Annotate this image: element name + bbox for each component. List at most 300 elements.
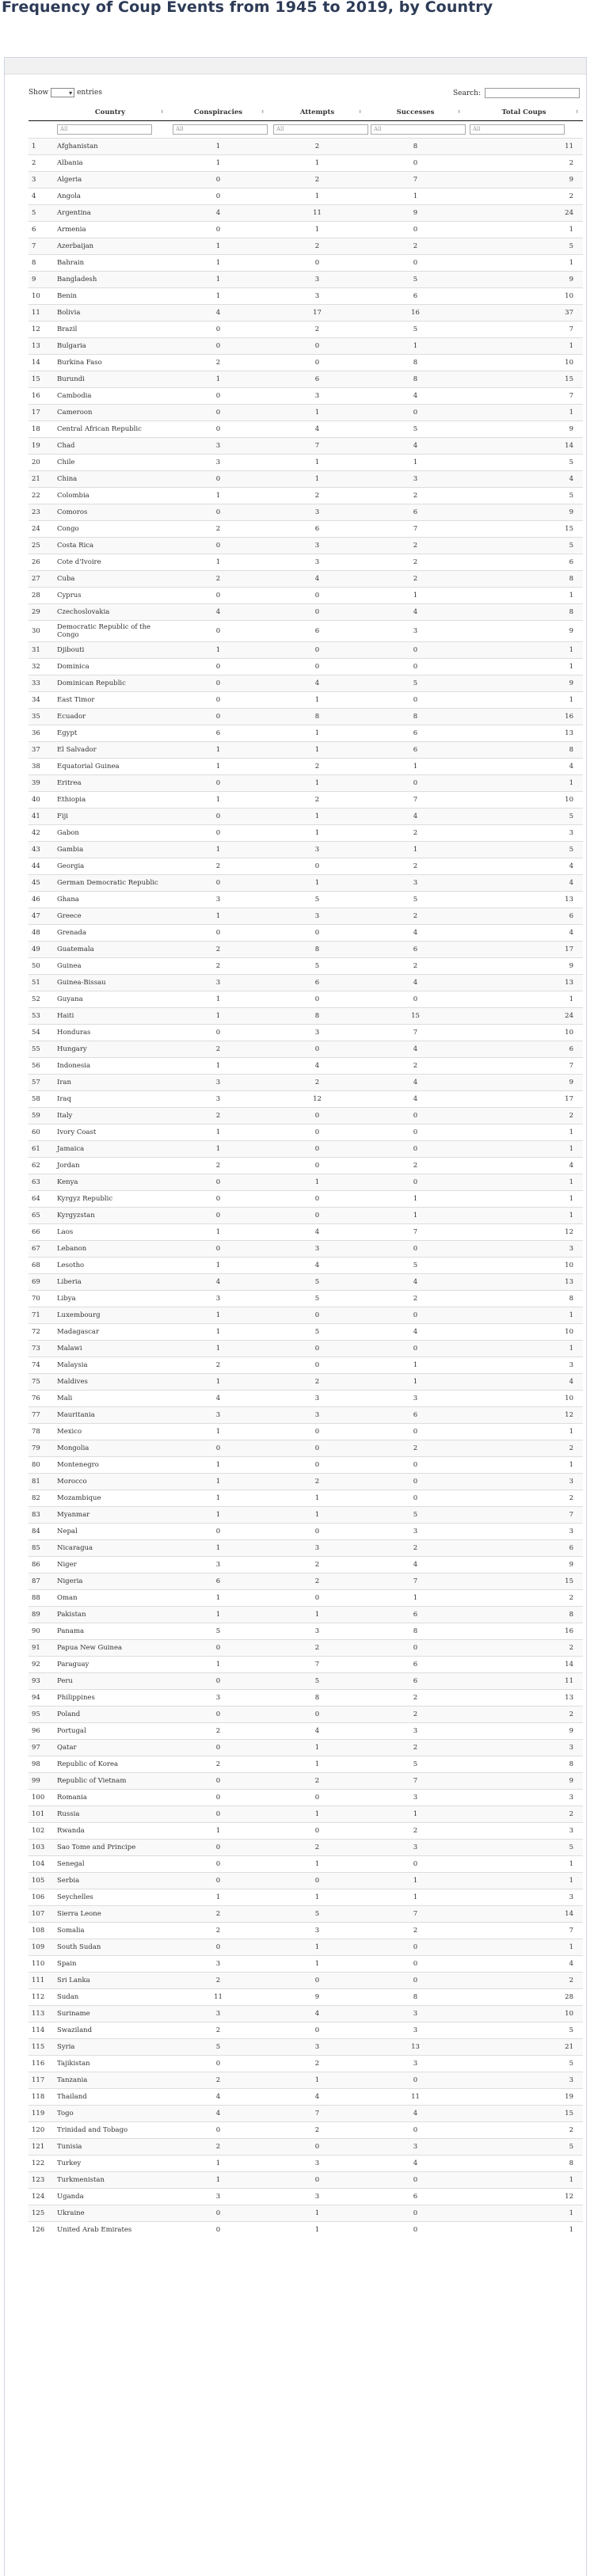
successes-cell: 0 [366,642,465,659]
successes-cell: 4 [366,809,465,825]
row-index: 24 [29,521,52,538]
total-coups-cell: 9 [465,504,583,521]
row-index: 101 [29,1806,52,1823]
attempts-cell: 9 [268,1989,366,2006]
country-cell: Ethiopia [52,792,168,809]
successes-filter-input[interactable]: All [371,124,466,135]
attempts-cell: 2 [268,1474,366,1490]
attempts-cell: 3 [268,1025,366,1041]
successes-cell: 0 [366,2222,465,2239]
column-header-successes[interactable]: Successes ⬍ [366,105,465,121]
total-coups-cell: 9 [465,421,583,438]
attempts-cell: 1 [268,2205,366,2222]
successes-cell: 0 [366,1457,465,1474]
table-row [29,892,583,908]
conspiracies-filter-input[interactable]: All [173,124,268,135]
row-index: 5 [29,205,52,222]
country-cell: Trinidad and Tobago [52,2122,168,2139]
row-index: 98 [29,1756,52,1773]
row-index: 77 [29,1407,52,1424]
country-cell: Colombia [52,488,168,504]
table-row [29,1357,583,1374]
attempts-cell: 6 [268,975,366,991]
country-cell: Russia [52,1806,168,1823]
conspiracies-cell: 0 [168,675,268,692]
total-coups-cell: 3 [465,1823,583,1840]
total-coups-cell: 3 [465,1524,583,1540]
row-index: 21 [29,471,52,488]
column-header-conspiracies[interactable]: Conspiracies ⬍ [168,105,268,121]
country-cell: Peru [52,1673,168,1690]
conspiracies-cell: 2 [168,521,268,538]
conspiracies-cell: 0 [168,338,268,355]
attempts-cell: 1 [268,1490,366,1507]
successes-cell: 6 [366,1607,465,1623]
conspiracies-cell: 1 [168,1507,268,1524]
total-coups-cell: 7 [465,1058,583,1075]
country-cell: China [52,471,168,488]
total-coups-cell: 3 [465,1790,583,1806]
successes-cell: 0 [366,1341,465,1357]
filter-row [29,121,583,139]
table-row [29,2072,583,2089]
attempts-cell: 11 [268,205,366,222]
conspiracies-cell: 0 [168,692,268,709]
conspiracies-cell: 2 [168,858,268,875]
table-row [29,1324,583,1341]
country-cell: Honduras [52,1025,168,1041]
table-row [29,1457,583,1474]
total-coups-cell: 2 [465,1590,583,1607]
table-row [29,272,583,288]
country-cell: Tunisia [52,2139,168,2156]
attempts-cell: 1 [268,825,366,842]
total-coups-cell: 2 [465,1973,583,1989]
attempts-cell: 3 [268,1540,366,1557]
conspiracies-cell: 0 [168,2222,268,2239]
successes-cell: 0 [366,405,465,421]
row-index: 4 [29,188,52,205]
table-row [29,1391,583,1407]
row-index: 57 [29,1075,52,1091]
column-header-total-coups[interactable]: Total Coups ⬍ [465,105,583,121]
conspiracies-cell: 1 [168,488,268,504]
total-coups-cell: 2 [465,188,583,205]
country-cell: Myanmar [52,1507,168,1524]
conspiracies-cell: 3 [168,2006,268,2022]
attempts-cell: 8 [268,1008,366,1025]
row-index: 65 [29,1208,52,1224]
attempts-cell: 4 [268,2089,366,2106]
conspiracies-cell: 2 [168,1357,268,1374]
country-cell: Grenada [52,925,168,942]
successes-cell: 0 [366,1474,465,1490]
row-index: 37 [29,742,52,759]
table-row [29,571,583,588]
total-coups-cell: 16 [465,709,583,725]
conspiracies-cell: 2 [168,942,268,958]
attempts-cell: 3 [268,908,366,925]
total-coups-cell: 8 [465,604,583,621]
row-index: 104 [29,1856,52,1873]
successes-cell: 2 [366,1291,465,1307]
total-coups-cell: 13 [465,975,583,991]
total-coups-cell: 7 [465,1507,583,1524]
row-index: 89 [29,1607,52,1623]
row-index: 63 [29,1174,52,1191]
total-coups-cell: 4 [465,858,583,875]
row-index: 93 [29,1673,52,1690]
row-index: 72 [29,1324,52,1341]
total-coups-cell: 1 [465,659,583,675]
row-index: 53 [29,1008,52,1025]
country-cell: Cameroon [52,405,168,421]
attempts-cell: 2 [268,2056,366,2072]
attempts-cell: 7 [268,438,366,455]
conspiracies-cell: 0 [168,1191,268,1208]
country-filter-input[interactable]: All [57,124,152,135]
conspiracies-cell: 1 [168,1224,268,1241]
attempts-cell: 2 [268,322,366,338]
conspiracies-cell: 0 [168,1856,268,1873]
country-cell: Turkey [52,2156,168,2172]
conspiracies-cell: 0 [168,709,268,725]
row-index: 6 [29,222,52,238]
attempts-cell: 1 [268,188,366,205]
total-coups-cell: 4 [465,759,583,775]
conspiracies-cell: 4 [168,205,268,222]
country-cell: Bangladesh [52,272,168,288]
total-coups-cell: 19 [465,2089,583,2106]
table-row [29,1208,583,1224]
search-input[interactable] [485,88,580,98]
total-coups-cell: 4 [465,471,583,488]
conspiracies-cell: 2 [168,1906,268,1923]
attempts-cell: 1 [268,875,366,892]
successes-cell: 5 [366,1507,465,1524]
total-coups-cell: 10 [465,1258,583,1274]
row-index: 46 [29,892,52,908]
successes-cell: 8 [366,139,465,155]
total-coups-cell: 21 [465,2039,583,2056]
country-cell: Rwanda [52,1823,168,1840]
row-index: 75 [29,1374,52,1391]
table-row [29,205,583,222]
country-cell: Pakistan [52,1607,168,1623]
country-cell: Senegal [52,1856,168,1873]
attempts-cell: 2 [268,1840,366,1856]
attempts-cell: 3 [268,388,366,405]
row-index: 15 [29,371,52,388]
conspiracies-cell: 1 [168,2172,268,2189]
page-length-control [29,88,102,97]
total-coups-cell: 16 [465,1623,583,1640]
country-cell: Georgia [52,858,168,875]
attempts-cell: 0 [268,2139,366,2156]
table-row [29,1307,583,1324]
attempts-filter-input[interactable]: All [273,124,368,135]
column-header-country[interactable]: Country ⬍ [52,105,168,121]
attempts-cell: 1 [268,1507,366,1524]
attempts-cell: 1 [268,405,366,421]
total-coups-cell: 2 [465,155,583,172]
attempts-cell: 3 [268,2156,366,2172]
successes-cell: 2 [366,1823,465,1840]
total-coups-cell: 2 [465,1440,583,1457]
country-cell: Equatorial Guinea [52,759,168,775]
total-coups-cell: 9 [465,1075,583,1091]
attempts-cell: 2 [268,1773,366,1790]
successes-cell: 16 [366,305,465,322]
country-cell: Dominica [52,659,168,675]
row-index: 90 [29,1623,52,1640]
country-cell: Bahrain [52,255,168,272]
conspiracies-cell: 0 [168,1939,268,1956]
successes-cell: 7 [366,1573,465,1590]
table-row [29,1091,583,1108]
conspiracies-cell: 1 [168,792,268,809]
table-row [29,2139,583,2156]
attempts-cell: 1 [268,1856,366,1873]
total-coups-cell: 6 [465,554,583,571]
total-coups-cell: 17 [465,1091,583,1108]
successes-cell: 2 [366,1058,465,1075]
country-cell: Thailand [52,2089,168,2106]
sort-icon: ⬍ [260,109,265,115]
country-cell: Tajikistan [52,2056,168,2072]
country-cell: Cote d'Ivoire [52,554,168,571]
conspiracies-cell: 1 [168,1124,268,1141]
conspiracies-cell: 2 [168,958,268,975]
successes-cell: 1 [366,1191,465,1208]
total-coups-cell: 3 [465,1241,583,1258]
conspiracies-cell: 0 [168,1174,268,1191]
row-index: 22 [29,488,52,504]
row-index: 60 [29,1124,52,1141]
attempts-cell: 1 [268,692,366,709]
row-index: 110 [29,1956,52,1973]
conspiracies-cell: 11 [168,1989,268,2006]
table-row [29,1124,583,1141]
table-row [29,1291,583,1307]
conspiracies-cell: 2 [168,1923,268,1939]
conspiracies-cell: 6 [168,1573,268,1590]
successes-cell: 0 [366,155,465,172]
successes-cell: 6 [366,504,465,521]
country-cell: Iraq [52,1091,168,1108]
total-coups-cell: 12 [465,2189,583,2205]
conspiracies-cell: 0 [168,2056,268,2072]
country-cell: Montenegro [52,1457,168,1474]
row-index: 105 [29,1873,52,1889]
country-cell: Syria [52,2039,168,2056]
country-cell: Brazil [52,322,168,338]
row-index: 103 [29,1840,52,1856]
country-cell: Chile [52,455,168,471]
attempts-cell: 3 [268,288,366,305]
attempts-cell: 0 [268,1440,366,1457]
successes-cell: 2 [366,908,465,925]
country-cell: Dominican Republic [52,675,168,692]
successes-cell: 1 [366,455,465,471]
attempts-cell: 0 [268,1158,366,1174]
widget-header-bar [5,58,586,74]
row-index: 108 [29,1923,52,1939]
attempts-cell: 2 [268,488,366,504]
table-row [29,1723,583,1740]
table-row [29,1241,583,1258]
row-index: 87 [29,1573,52,1590]
conspiracies-cell: 1 [168,288,268,305]
total-coups-cell: 1 [465,1424,583,1440]
row-index: 10 [29,288,52,305]
conspiracies-cell: 0 [168,621,268,642]
successes-cell: 7 [366,792,465,809]
table-row [29,1989,583,2006]
table-row [29,222,583,238]
table-row [29,139,583,155]
successes-cell: 2 [366,1440,465,1457]
attempts-cell: 4 [268,675,366,692]
successes-cell: 1 [366,188,465,205]
row-index: 73 [29,1341,52,1357]
conspiracies-cell: 0 [168,405,268,421]
successes-cell: 3 [366,1790,465,1806]
page-length-select[interactable] [51,88,74,97]
country-cell: Republic of Korea [52,1756,168,1773]
country-cell: Jamaica [52,1141,168,1158]
row-index: 122 [29,2156,52,2172]
successes-cell: 0 [366,2122,465,2139]
row-index: 68 [29,1258,52,1274]
attempts-cell: 0 [268,1524,366,1540]
row-index: 44 [29,858,52,875]
total-coups-cell: 13 [465,892,583,908]
conspiracies-cell: 1 [168,371,268,388]
total-coups-cell: 9 [465,1557,583,1573]
conspiracies-cell: 1 [168,1823,268,1840]
row-index: 88 [29,1590,52,1607]
total-coups-cell: 3 [465,2072,583,2089]
country-cell: Papua New Guinea [52,1640,168,1657]
column-header-attempts[interactable]: Attempts ⬍ [268,105,366,121]
conspiracies-cell: 0 [168,172,268,188]
table-row [29,1840,583,1856]
successes-cell: 1 [366,1357,465,1374]
successes-cell: 6 [366,1673,465,1690]
table-row [29,2122,583,2139]
total-coups-cell: 1 [465,775,583,792]
table-row [29,1906,583,1923]
total-coups-cell: 9 [465,1723,583,1740]
table-row [29,659,583,675]
attempts-cell: 5 [268,1324,366,1341]
total-coups-cell: 15 [465,1573,583,1590]
row-index: 80 [29,1457,52,1474]
successes-cell: 7 [366,172,465,188]
successes-cell: 1 [366,1208,465,1224]
total-coups-cell: 8 [465,1607,583,1623]
conspiracies-cell: 2 [168,1756,268,1773]
total-coups-cell: 8 [465,571,583,588]
table-row [29,1174,583,1191]
successes-cell: 2 [366,1740,465,1756]
conspiracies-cell: 4 [168,1274,268,1291]
country-cell: Luxembourg [52,1307,168,1324]
table-row [29,2056,583,2072]
country-cell: Argentina [52,205,168,222]
row-index: 100 [29,1790,52,1806]
conspiracies-cell: 4 [168,305,268,322]
successes-cell: 0 [366,1108,465,1124]
attempts-cell: 5 [268,1673,366,1690]
row-index: 16 [29,388,52,405]
row-index: 14 [29,355,52,371]
table-row [29,604,583,621]
table-row [29,538,583,554]
successes-cell: 5 [366,272,465,288]
row-index: 94 [29,1690,52,1707]
successes-cell: 0 [366,692,465,709]
conspiracies-cell: 3 [168,1407,268,1424]
total-coups-filter-input[interactable]: All [470,124,565,135]
successes-cell: 7 [366,1025,465,1041]
successes-cell: 13 [366,2039,465,2056]
total-coups-cell: 15 [465,2106,583,2122]
total-coups-cell: 37 [465,305,583,322]
successes-cell: 9 [366,205,465,222]
table-row [29,1075,583,1091]
table-row [29,1341,583,1357]
total-coups-cell: 1 [465,1141,583,1158]
successes-cell: 0 [366,222,465,238]
attempts-cell: 4 [268,1224,366,1241]
conspiracies-cell: 0 [168,1790,268,1806]
total-coups-cell: 5 [465,238,583,255]
attempts-cell: 2 [268,238,366,255]
total-coups-cell: 6 [465,1041,583,1058]
country-cell: Mali [52,1391,168,1407]
total-coups-cell: 4 [465,1374,583,1391]
row-index: 48 [29,925,52,942]
conspiracies-cell: 1 [168,1008,268,1025]
country-cell: Gambia [52,842,168,858]
country-cell: Czechoslovakia [52,604,168,621]
total-coups-cell: 13 [465,725,583,742]
row-index: 66 [29,1224,52,1241]
table-row [29,1573,583,1590]
country-cell: Ivory Coast [52,1124,168,1141]
country-cell: Mozambique [52,1490,168,1507]
country-cell: Madagascar [52,1324,168,1341]
row-index: 9 [29,272,52,288]
country-cell: Kyrgyz Republic [52,1191,168,1208]
attempts-cell: 1 [268,742,366,759]
total-coups-cell: 1 [465,1124,583,1141]
successes-cell: 4 [366,1274,465,1291]
attempts-cell: 0 [268,1873,366,1889]
row-index: 50 [29,958,52,975]
conspiracies-cell: 4 [168,2106,268,2122]
search-label: Search: [452,89,481,97]
table-row [29,1823,583,1840]
country-cell: Malaysia [52,1357,168,1374]
table-row [29,1490,583,1507]
country-cell: Algeria [52,172,168,188]
row-index: 29 [29,604,52,621]
total-coups-cell: 7 [465,322,583,338]
total-coups-cell: 9 [465,675,583,692]
